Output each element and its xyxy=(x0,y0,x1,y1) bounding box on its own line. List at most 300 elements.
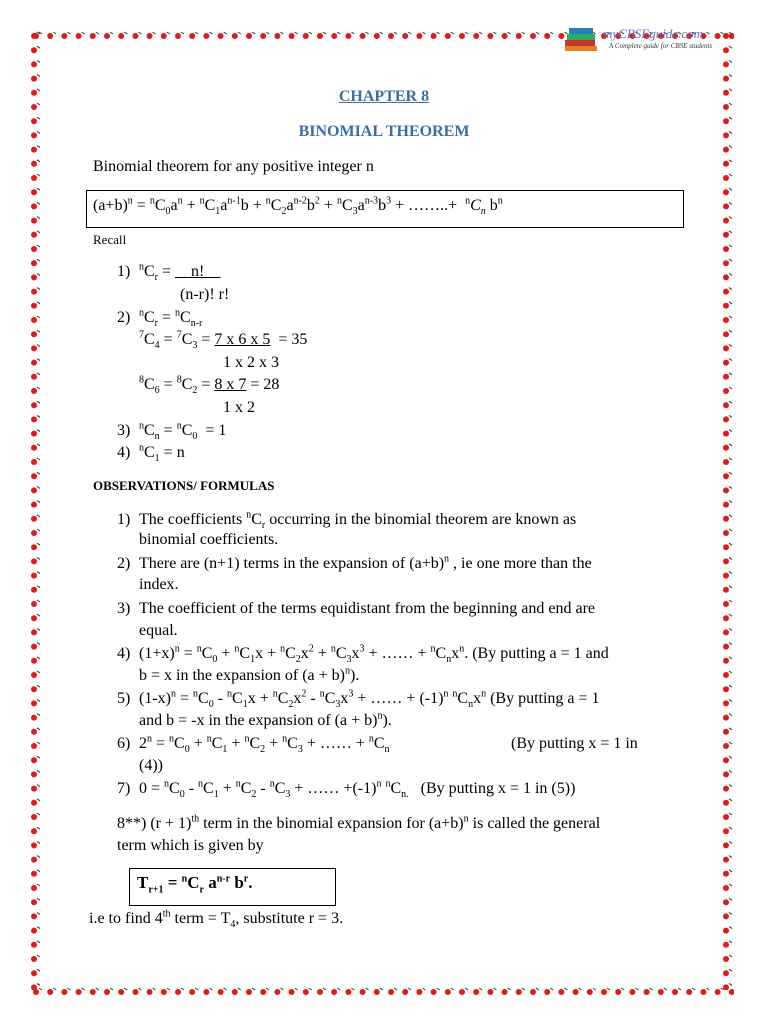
border-stroke xyxy=(729,288,732,290)
border-stroke xyxy=(37,344,40,346)
border-dot xyxy=(723,388,729,394)
border-stroke xyxy=(37,245,40,247)
border-stroke xyxy=(522,32,525,34)
border-stroke xyxy=(729,273,732,275)
border-dot xyxy=(658,989,664,995)
border-stroke xyxy=(508,32,511,34)
border-dot xyxy=(723,516,729,522)
border-stroke xyxy=(37,46,40,48)
border-dot xyxy=(31,956,37,962)
border-stroke xyxy=(37,941,40,943)
border-dot xyxy=(31,615,37,621)
border-stroke xyxy=(536,32,539,34)
observation-8-line-2: term which is given by xyxy=(117,837,264,854)
border-dot xyxy=(132,989,138,995)
border-dot xyxy=(104,33,110,39)
border-dot xyxy=(723,374,729,380)
observation-1: The coefficients $^nC_r$ occurring in the binomial theorem are known as xyxy=(139,509,577,532)
border-stroke xyxy=(422,32,425,34)
border-dot xyxy=(723,232,729,238)
border-dot xyxy=(260,33,266,39)
recall-item-1: $^nC_r$ = __n!__ xyxy=(139,261,221,284)
border-dot xyxy=(402,33,408,39)
border-stroke xyxy=(37,217,40,219)
border-stroke xyxy=(650,988,653,990)
border-stroke xyxy=(729,245,732,247)
border-stroke xyxy=(238,988,241,990)
border-dot xyxy=(31,871,37,877)
border-dot xyxy=(516,33,522,39)
border-dot xyxy=(723,33,729,39)
border-stroke xyxy=(729,898,732,900)
border-dot xyxy=(218,989,224,995)
border-stroke xyxy=(479,988,482,990)
border-stroke xyxy=(729,955,732,957)
border-stroke xyxy=(37,359,40,361)
border-stroke xyxy=(37,401,40,403)
border-stroke xyxy=(181,32,184,34)
border-stroke xyxy=(37,316,40,318)
border-stroke xyxy=(729,344,732,346)
border-dot xyxy=(331,33,337,39)
border-stroke xyxy=(593,988,596,990)
border-stroke xyxy=(493,988,496,990)
border-stroke xyxy=(729,728,732,730)
border-dot xyxy=(445,989,451,995)
border-dot xyxy=(31,47,37,53)
border-dot xyxy=(47,989,53,995)
border-stroke xyxy=(37,856,40,858)
border-stroke xyxy=(153,32,156,34)
border-dot xyxy=(723,771,729,777)
border-stroke xyxy=(67,988,70,990)
border-dot xyxy=(723,786,729,792)
border-stroke xyxy=(729,813,732,815)
border-dot xyxy=(723,928,729,934)
border-stroke xyxy=(729,430,732,432)
observation-8: 8**) $(r + 1)^{th}$ term in the binomial expansion for $(a+b)^n$ is called the general xyxy=(117,813,601,832)
border-stroke xyxy=(37,770,40,772)
border-stroke xyxy=(337,32,340,34)
border-dot xyxy=(573,989,579,995)
logo-brand: myCBSEguide.com xyxy=(603,26,704,41)
border-dot xyxy=(31,33,37,39)
border-dot xyxy=(31,928,37,934)
border-stroke xyxy=(408,988,411,990)
border-stroke xyxy=(729,231,732,233)
border-stroke xyxy=(394,32,397,34)
border-stroke xyxy=(351,988,354,990)
recall-item-1-denominator: (n-r)! r! xyxy=(180,286,230,303)
border-stroke xyxy=(153,988,156,990)
border-dot xyxy=(723,885,729,891)
border-stroke xyxy=(729,259,732,261)
border-dot xyxy=(31,76,37,82)
border-stroke xyxy=(37,330,40,332)
border-dot xyxy=(274,989,280,995)
border-dot xyxy=(723,715,729,721)
border-dot xyxy=(31,885,37,891)
border-stroke xyxy=(351,32,354,34)
border-dot xyxy=(723,601,729,607)
border-dot xyxy=(544,33,550,39)
border-stroke xyxy=(579,988,582,990)
recall-item-4: $^nC_1 = n$ xyxy=(139,442,185,465)
border-stroke xyxy=(124,988,127,990)
border-dot xyxy=(31,416,37,422)
border-stroke xyxy=(729,756,732,758)
border-dot xyxy=(459,989,465,995)
border-dot xyxy=(31,345,37,351)
border-dot xyxy=(31,232,37,238)
border-stroke xyxy=(729,415,732,417)
border-dot xyxy=(289,989,295,995)
border-dot xyxy=(317,989,323,995)
border-dot xyxy=(31,203,37,209)
recall-example-2-result: = 28 xyxy=(250,376,280,393)
border-dot xyxy=(31,857,37,863)
border-dot xyxy=(723,686,729,692)
border-stroke xyxy=(607,988,610,990)
border-dot xyxy=(47,33,53,39)
border-stroke xyxy=(692,988,695,990)
border-dot xyxy=(473,989,479,995)
border-stroke xyxy=(124,32,127,34)
recall-item-2: $^nC_r = ^nC_{n-r}$ xyxy=(139,307,203,330)
border-stroke xyxy=(729,643,732,645)
border-stroke xyxy=(295,32,298,34)
recall-item-3-number: 3) xyxy=(117,422,131,439)
border-stroke xyxy=(280,32,283,34)
border-dot xyxy=(723,828,729,834)
border-dot xyxy=(189,33,195,39)
border-dot xyxy=(723,842,729,848)
border-stroke xyxy=(508,988,511,990)
border-stroke xyxy=(706,988,709,990)
border-stroke xyxy=(729,486,732,488)
border-stroke xyxy=(635,988,638,990)
border-dot xyxy=(31,459,37,465)
border-stroke xyxy=(729,302,732,304)
border-stroke xyxy=(37,643,40,645)
border-stroke xyxy=(729,117,732,119)
border-stroke xyxy=(729,188,732,190)
border-dot xyxy=(723,544,729,550)
border-stroke xyxy=(729,856,732,858)
border-dot xyxy=(31,388,37,394)
recall-item-2-number: 2) xyxy=(117,309,131,326)
border-stroke xyxy=(195,32,198,34)
books-logo-icon xyxy=(563,24,603,54)
border-stroke xyxy=(678,988,681,990)
border-stroke xyxy=(380,988,383,990)
border-dot xyxy=(31,644,37,650)
border-stroke xyxy=(37,160,40,162)
border-dot xyxy=(31,913,37,919)
border-dot xyxy=(303,33,309,39)
border-dot xyxy=(31,658,37,664)
border-dot xyxy=(118,989,124,995)
border-stroke xyxy=(550,988,553,990)
border-stroke xyxy=(729,174,732,176)
border-stroke xyxy=(437,32,440,34)
border-stroke xyxy=(729,146,732,148)
border-stroke xyxy=(366,988,369,990)
border-stroke xyxy=(729,202,732,204)
border-stroke xyxy=(37,501,40,503)
border-dot xyxy=(90,989,96,995)
border-stroke xyxy=(37,699,40,701)
border-dot xyxy=(331,989,337,995)
fourth-term-note-prefix: i.e to find 4 xyxy=(89,910,163,927)
border-dot xyxy=(723,189,729,195)
border-dot xyxy=(360,989,366,995)
border-stroke xyxy=(37,486,40,488)
border-stroke xyxy=(729,770,732,772)
border-stroke xyxy=(422,988,425,990)
border-stroke xyxy=(729,32,732,34)
observation-6-number: 6) xyxy=(117,735,131,752)
border-stroke xyxy=(729,742,732,744)
border-stroke xyxy=(37,273,40,275)
border-dot xyxy=(203,989,209,995)
border-stroke xyxy=(729,969,732,971)
border-stroke xyxy=(37,841,40,843)
border-stroke xyxy=(96,988,99,990)
border-stroke xyxy=(37,174,40,176)
border-stroke xyxy=(37,742,40,744)
border-dot xyxy=(31,161,37,167)
border-dot xyxy=(31,530,37,536)
border-dot xyxy=(487,989,493,995)
border-stroke xyxy=(37,671,40,673)
border-stroke xyxy=(37,458,40,460)
border-stroke xyxy=(266,32,269,34)
border-stroke xyxy=(37,927,40,929)
border-dot xyxy=(723,317,729,323)
border-dot xyxy=(61,33,67,39)
border-stroke xyxy=(729,529,732,531)
border-dot xyxy=(31,800,37,806)
border-stroke xyxy=(37,288,40,290)
border-dot xyxy=(31,502,37,508)
border-dot xyxy=(31,175,37,181)
general-term-formula: $T_{r+1} = ^nC_r$ $a^{n-r}$ $b^r$. xyxy=(137,873,253,896)
border-dot xyxy=(31,402,37,408)
border-dot xyxy=(723,530,729,536)
page-border-right xyxy=(720,30,734,990)
border-stroke xyxy=(195,988,198,990)
border-stroke xyxy=(309,32,312,34)
recall-item-1-number: 1) xyxy=(117,263,131,280)
border-stroke xyxy=(37,614,40,616)
border-stroke xyxy=(729,444,732,446)
border-stroke xyxy=(37,898,40,900)
border-dot xyxy=(31,516,37,522)
border-dot xyxy=(31,246,37,252)
border-stroke xyxy=(37,32,40,34)
border-dot xyxy=(723,274,729,280)
border-dot xyxy=(723,289,729,295)
border-stroke xyxy=(37,827,40,829)
page-title: BINOMIAL THEOREM xyxy=(298,123,470,140)
border-dot xyxy=(31,629,37,635)
border-dot xyxy=(723,147,729,153)
border-dot xyxy=(246,989,252,995)
border-stroke xyxy=(138,32,141,34)
border-stroke xyxy=(729,827,732,829)
border-stroke xyxy=(729,586,732,588)
border-stroke xyxy=(729,458,732,460)
border-dot xyxy=(31,331,37,337)
border-stroke xyxy=(37,543,40,545)
border-stroke xyxy=(323,988,326,990)
border-dot xyxy=(31,828,37,834)
border-dot xyxy=(274,33,280,39)
border-stroke xyxy=(729,927,732,929)
border-stroke xyxy=(37,146,40,148)
recall-example-2: $^8C_6 = ^8C_2 = 8$ x 7 = 28 xyxy=(139,374,280,397)
observation-4: $(1+x)^n = ^nC_0 + ^nC_1x + ^nC_2x^2 + ^nC_3x^3$ + …… + $^nC_nx^n$. (By putting a = 1 and xyxy=(139,643,609,666)
border-stroke xyxy=(53,988,56,990)
border-stroke xyxy=(110,988,113,990)
border-stroke xyxy=(37,472,40,474)
border-stroke xyxy=(729,657,732,659)
border-dot xyxy=(629,989,635,995)
border-dot xyxy=(31,686,37,692)
border-dot xyxy=(31,786,37,792)
border-stroke xyxy=(729,799,732,801)
border-dot xyxy=(246,33,252,39)
observation-3-number: 3) xyxy=(117,600,131,617)
border-stroke xyxy=(729,472,732,474)
border-stroke xyxy=(729,941,732,943)
border-dot xyxy=(431,989,437,995)
border-stroke xyxy=(729,557,732,559)
border-stroke xyxy=(729,983,732,985)
border-stroke xyxy=(380,32,383,34)
observation-6-note: (By putting x = 1 in xyxy=(511,735,638,752)
border-stroke xyxy=(209,32,212,34)
border-dot xyxy=(31,757,37,763)
border-stroke xyxy=(729,46,732,48)
border-stroke xyxy=(295,988,298,990)
border-stroke xyxy=(37,870,40,872)
border-dot xyxy=(31,771,37,777)
border-dot xyxy=(31,189,37,195)
border-stroke xyxy=(37,259,40,261)
border-stroke xyxy=(564,988,567,990)
border-stroke xyxy=(729,884,732,886)
border-stroke xyxy=(729,330,732,332)
border-dot xyxy=(31,303,37,309)
border-stroke xyxy=(37,415,40,417)
border-stroke xyxy=(37,60,40,62)
recall-item-3: $^nC_n = ^nC_0 = 1$ xyxy=(139,420,227,443)
border-dot xyxy=(289,33,295,39)
recall-example-1: $^7C_4 = ^7C_3 = 7$ x 6 x 5 = 35 xyxy=(139,329,308,352)
border-dot xyxy=(723,984,729,990)
border-stroke xyxy=(181,988,184,990)
border-dot xyxy=(723,47,729,53)
border-dot xyxy=(723,487,729,493)
border-stroke xyxy=(37,799,40,801)
observation-5: $(1-x)^n = ^nC_0 - ^nC_1x + ^nC_2x^2 - ^nC_3x^3$ + …… + $(-1)^n$ $^nC_nx^n$ (By putting a = 1 xyxy=(139,688,600,711)
border-stroke xyxy=(252,32,255,34)
border-stroke xyxy=(729,60,732,62)
border-stroke xyxy=(366,32,369,34)
border-dot xyxy=(31,147,37,153)
border-stroke xyxy=(451,988,454,990)
border-stroke xyxy=(729,515,732,517)
border-stroke xyxy=(729,628,732,630)
border-dot xyxy=(31,814,37,820)
border-dot xyxy=(558,989,564,995)
border-stroke xyxy=(138,988,141,990)
border-dot xyxy=(31,700,37,706)
border-dot xyxy=(723,246,729,252)
border-stroke xyxy=(37,728,40,730)
border-stroke xyxy=(280,988,283,990)
border-stroke xyxy=(37,515,40,517)
border-stroke xyxy=(67,32,70,34)
border-dot xyxy=(345,33,351,39)
border-dot xyxy=(686,989,692,995)
border-dot xyxy=(723,502,729,508)
border-stroke xyxy=(37,387,40,389)
border-dot xyxy=(360,33,366,39)
border-dot xyxy=(672,989,678,995)
observation-3-line-2: equal. xyxy=(139,622,178,639)
border-stroke xyxy=(729,870,732,872)
border-dot xyxy=(723,672,729,678)
border-stroke xyxy=(729,785,732,787)
border-dot xyxy=(31,899,37,905)
border-dot xyxy=(723,175,729,181)
border-dot xyxy=(723,61,729,67)
border-dot xyxy=(473,33,479,39)
border-dot xyxy=(31,558,37,564)
border-stroke xyxy=(729,359,732,361)
border-stroke xyxy=(37,202,40,204)
border-dot xyxy=(416,33,422,39)
border-stroke xyxy=(408,32,411,34)
border-dot xyxy=(587,989,593,995)
border-dot xyxy=(31,984,37,990)
border-dot xyxy=(31,374,37,380)
border-dot xyxy=(76,33,82,39)
border-dot xyxy=(31,274,37,280)
border-dot xyxy=(530,989,536,995)
border-dot xyxy=(104,989,110,995)
border-stroke xyxy=(37,75,40,77)
border-dot xyxy=(31,445,37,451)
recall-example-1-denominator: 1 x 2 x 3 xyxy=(223,354,279,371)
border-dot xyxy=(723,814,729,820)
border-stroke xyxy=(252,988,255,990)
recall-example-1-result: = 35 xyxy=(278,331,308,348)
border-dot xyxy=(31,61,37,67)
site-logo xyxy=(563,22,715,58)
border-stroke xyxy=(37,117,40,119)
observation-2-number: 2) xyxy=(117,555,131,572)
border-dot xyxy=(723,402,729,408)
border-stroke xyxy=(479,32,482,34)
border-stroke xyxy=(729,160,732,162)
border-dot xyxy=(31,587,37,593)
border-dot xyxy=(161,33,167,39)
border-dot xyxy=(516,989,522,995)
